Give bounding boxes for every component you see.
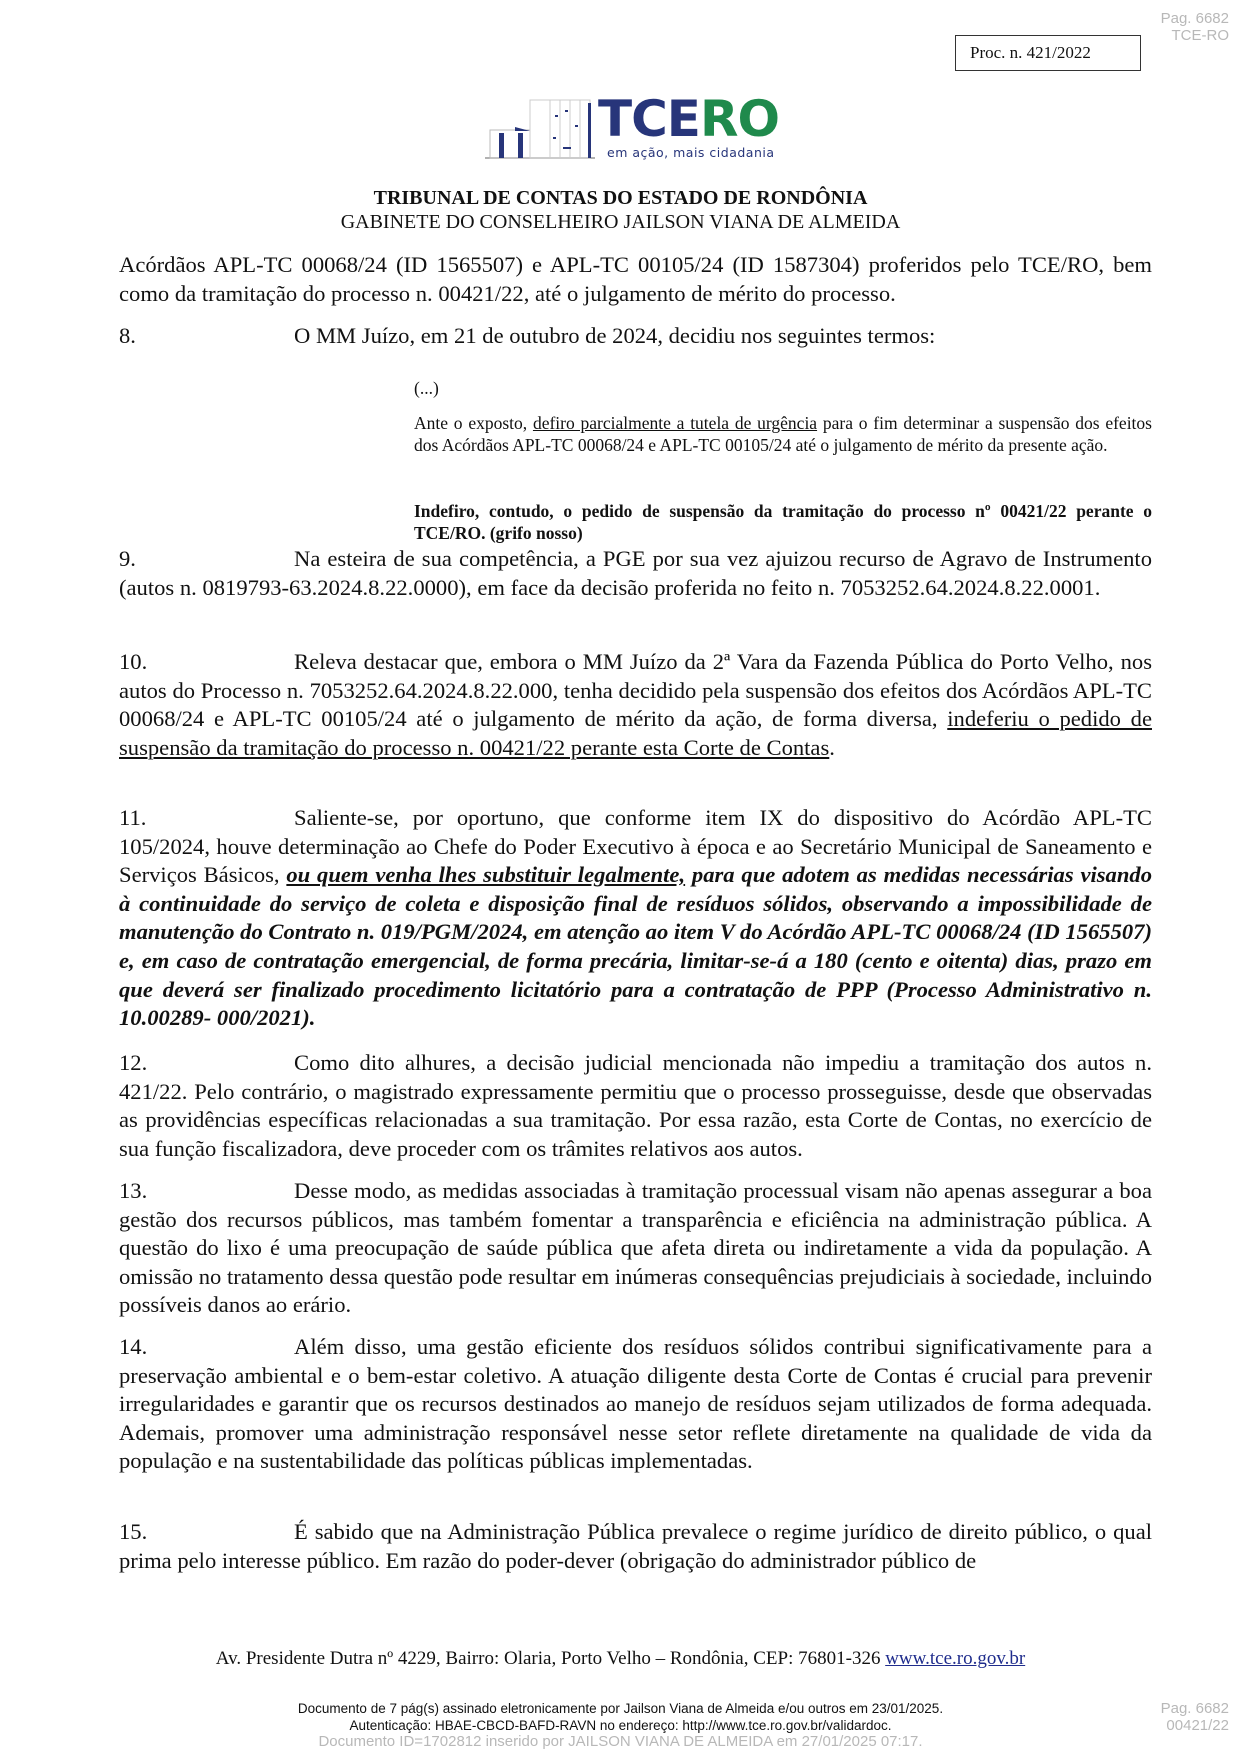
quote-ellipsis — [414, 377, 1152, 399]
signature-line: Documento de 7 pág(s) assinado eletronicamente por Jailson Viana de Almeida e/ou outros em 23/01/2025. — [297, 1701, 944, 1716]
document-id-line: Documento ID=1702812 inserido por JAILSON VIANA DE ALMEIDA em 27/01/2025 07:17. — [318, 1733, 923, 1750]
paragraph-14 — [119, 1333, 1152, 1476]
paragraph-number: 15. — [119, 1519, 148, 1544]
stamp-org: TCE-RO — [1171, 27, 1229, 44]
page-stamp-bottom — [1161, 1700, 1229, 1734]
intro-paragraph — [119, 251, 1152, 308]
quote-underlined: defiro parcialmente a tutela de urgência — [532, 413, 818, 433]
footer-address — [0, 1648, 1241, 1670]
quote-paragraph — [414, 412, 1152, 456]
paragraph-text: Como dito alhures, a decisão judicial mencionada não impediu a tramitação dos autos n. 421/22. Pelo contrário, o magistrado expressamente permitiu que o processo prosseguisse, desde que observadas as providências específicas relacionadas a sua tramitação. Por essa razão, esta Corte de Contas, no exercício de sua função fiscalizadora, deve proceder com os trâmites relativos aos autos. — [119, 1050, 1152, 1161]
quote-bold-text: Indefiro, contudo, o pedido de suspensão da tramitação do processo nº 00421/22 perante o TCE/RO. (grifo nosso) — [414, 501, 1152, 543]
paragraph-9 — [119, 545, 1152, 602]
paragraph-number: 8. — [119, 323, 136, 348]
paragraph-underlined: indeferiu o pedido de suspensão da tramitação do processo n. 00421/22 perante esta Corte de Contas — [119, 706, 1152, 760]
paragraph-end: . — [829, 734, 835, 760]
tcero-logo — [485, 90, 785, 160]
paragraph-text: Saliente-se, por oportuno, que conforme item IX do dispositivo do Acórdão APL-TC 105/2024, houve determinação ao Chefe do Poder Executivo à época e ao Secretário Municipal de Saneamento e Serviços Básicos, — [119, 805, 1152, 888]
ellipsis-text: (...) — [414, 378, 439, 398]
page-subtitle: GABINETE DO CONSELHEIRO JAILSON VIANA DE ALMEIDA — [340, 211, 901, 233]
paragraph-number: 9. — [119, 546, 136, 571]
paragraph-number: 11. — [119, 805, 147, 830]
stamp-process: 00421/22 — [1166, 1717, 1229, 1734]
logo-tce: TCE — [598, 90, 700, 148]
page-number: Pag. 6682 — [1160, 10, 1229, 27]
quote-pre: Ante o exposto, — [414, 413, 533, 433]
paragraph-number: 13. — [119, 1178, 148, 1203]
paragraph-number: 14. — [119, 1334, 148, 1359]
intro-text: Acórdãos APL-TC 00068/24 (ID 1565507) e APL-TC 00105/24 (ID 1587304) proferidos pelo TCE/RO, bem como da tramitação do processo n. 00421/22, até o julgamento de mérito do processo. — [119, 252, 1152, 306]
paragraph-text: É sabido que na Administração Pública prevalece o regime jurídico de direito público, o qual prima pelo interesse público. Em razão do poder-dever (obrigação do administrador público de — [119, 1519, 1152, 1573]
paragraph-text: Na esteira de sua competência, a PGE por sua vez ajuizou recurso de Agravo de Instrumento (autos n. 0819793-63.2024.8.22.0000), em face da decisão proferida no feito n. 7053252.64.2024.8.22.0001. — [119, 546, 1152, 600]
paragraph-15 — [119, 1518, 1152, 1575]
logo-wordmark — [598, 90, 779, 148]
signature-block — [0, 1701, 1241, 1751]
page-number: Pag. 6682 — [1160, 1700, 1229, 1717]
website-link[interactable]: www.tce.ro.gov.br — [885, 1648, 1026, 1669]
paragraph-bold-italic: para que adotem as medidas necessárias visando à continuidade do serviço de coleta e disposição final de resíduos sólidos, observando a impossibilidade de manutenção do Contrato n. 019/PGM/2024, em atenção ao item V do Acórdão APL-TC 00068/24 (ID 1565507) e, em caso de contratação emergencial, de forma precária, limitar-se-á a 180 (cento e oitenta) dias, prazo em que deverá ser finalizado procedimento licitatório para a contratação de PPP (Processo Administrativo n. 10.00289- 000/2021). — [119, 862, 1153, 1031]
logo-ro: RO — [699, 90, 779, 148]
paragraph-8 — [119, 322, 1152, 351]
paragraph-number: 12. — [119, 1050, 148, 1075]
process-number-box: Proc. n. 421/2022 — [955, 35, 1141, 71]
paragraph-11 — [119, 804, 1152, 1033]
paragraph-12 — [119, 1049, 1152, 1163]
quote-post: para o fim determinar a suspensão dos efeitos dos Acórdãos APL-TC 00068/24 e APL-TC 00105/24 até o julgamento de mérito da presente ação. — [414, 413, 1152, 455]
paragraph-underlined: ou quem venha lhes substituir legalmente, — [286, 862, 686, 888]
paragraph-number: 10. — [119, 649, 148, 674]
paragraph-10 — [119, 648, 1152, 762]
address-text: Av. Presidente Dutra nº 4229, Bairro: Olaria, Porto Velho – Rondônia, CEP: 76801-326 — [215, 1648, 886, 1669]
paragraph-text: O MM Juízo, em 21 de outubro de 2024, decidiu nos seguintes termos: — [294, 323, 936, 348]
page-stamp-top — [1161, 10, 1229, 44]
paragraph-text: Além disso, uma gestão eficiente dos resíduos sólidos contribui significativamente para a preservação ambiental e o bem-estar coletivo. A atuação diligente desta Corte de Contas é crucial para prevenir irregularidades e garantir que os recursos destinados ao manejo de resíduos sejam utilizados de forma adequada. Ademais, promover uma administração responsável nesse setor reflete diretamente na qualidade de vida da população e na sustentabilidade das políticas públicas implementadas. — [119, 1334, 1152, 1474]
quote-bold-paragraph — [414, 500, 1152, 544]
paragraph-13 — [119, 1177, 1152, 1320]
logo-tagline: em ação, mais cidadania — [607, 145, 775, 160]
paragraph-text: Desse modo, as medidas associadas à tramitação processual visam não apenas assegurar a boa gestão dos recursos públicos, mas também fomentar a transparência e eficiência na administração pública. A questão do lixo é uma preocupação de saúde pública que afeta direta ou indiretamente a vida da população. A omissão no tratamento dessa questão pode resultar em inúmeras consequências prejudiciais à sociedade, incluindo possíveis danos ao erário. — [119, 1178, 1152, 1318]
authentication-line: Autenticação: HBAE-CBCD-BAFD-RAVN no endereço: http://www.tce.ro.gov.br/validardoc. — [349, 1717, 892, 1733]
paragraph-text: Releva destacar que, embora o MM Juízo da 2ª Vara da Fazenda Pública do Porto Velho, nos autos do Processo n. 7053252.64.2024.8.22.000, tenha decidido pela suspensão dos efeitos dos Acórdãos APL-TC 00068/24 e APL-TC 00105/24 até o julgamento de mérito da ação, de forma diversa, — [119, 649, 1152, 732]
page-title: TRIBUNAL DE CONTAS DO ESTADO DE RONDÔNIA — [373, 187, 868, 209]
